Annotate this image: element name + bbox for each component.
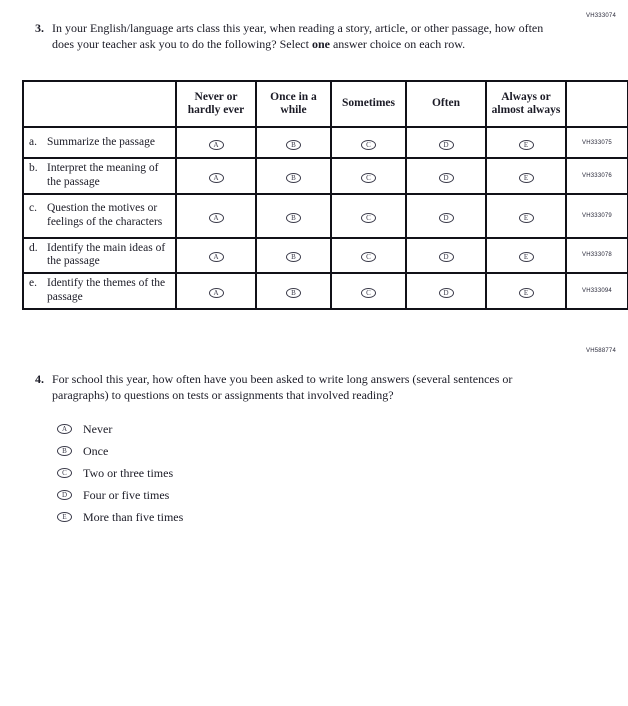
answer-bubble-a[interactable]: A [57,424,72,434]
option-label: Never [83,421,113,436]
cell-e-never [176,273,256,309]
answer-bubble-e[interactable]: E [519,173,534,183]
question-4 [35,371,540,403]
question-3-text-after: answer choice on each row. [329,37,466,52]
cell-d-often [406,238,486,274]
answer-bubble-e[interactable]: E [519,252,534,262]
table-corner-cell [23,81,176,127]
row-label-a [23,127,176,158]
cell-b-never [176,158,256,194]
cell-c-once [256,194,331,238]
answer-bubble-b[interactable]: B [286,213,301,223]
option-label: Once [83,443,109,458]
question-3 [35,20,557,52]
row-label-c [23,194,176,238]
answer-bubble-e[interactable]: E [519,288,534,298]
answer-bubble-d[interactable]: D [439,288,454,298]
option-label: Four or five times [83,487,170,502]
cell-a-once [256,127,331,158]
table-row-e [23,273,628,309]
answer-bubble-d[interactable]: D [439,173,454,183]
option-two-or-three-times[interactable] [57,462,183,484]
row-label-e [23,273,176,309]
option-label: More than five times [83,509,184,524]
question-3-accession-code: VH333074 [586,13,616,19]
answer-bubble-e[interactable]: E [57,512,72,522]
answer-bubble-a[interactable]: A [209,213,224,223]
cell-a-sometimes [331,127,406,158]
row-letter: a. [29,135,37,148]
question-4-options [57,418,183,528]
answer-bubble-b[interactable]: B [286,252,301,262]
row-letter: d. [29,241,38,254]
cell-b-sometimes [331,158,406,194]
column-header-never: Never or hardly ever [176,81,256,127]
row-b-accession-code: VH333076 [566,158,628,194]
row-c-accession-code: VH333079 [566,194,628,238]
row-e-accession-code: VH333094 [566,273,628,309]
table-header-row [23,81,628,127]
answer-bubble-c[interactable]: C [361,252,376,262]
option-four-or-five-times[interactable] [57,484,183,506]
table-row-d [23,238,628,274]
row-letter: e. [29,277,37,290]
cell-d-always [486,238,566,274]
cell-c-always [486,194,566,238]
row-d-accession-code: VH333078 [566,238,628,274]
cell-c-never [176,194,256,238]
cell-a-always [486,127,566,158]
answer-bubble-c[interactable]: C [361,213,376,223]
cell-d-sometimes [331,238,406,274]
answer-bubble-c[interactable]: C [361,288,376,298]
option-label: Two or three times [83,465,174,480]
answer-bubble-c[interactable]: C [361,173,376,183]
response-table [22,80,628,310]
row-letter: b. [29,162,38,174]
question-3-text [52,20,557,52]
question-3-number: 3. [35,21,44,35]
question-3-text-before: In your English/language arts class this year, when reading a story, article, or other passage, how often does your teacher ask you to do the following? Select [52,21,544,52]
cell-d-once [256,238,331,274]
table-row-c [23,194,628,238]
answer-bubble-d[interactable]: D [439,213,454,223]
question-4-number: 4. [35,372,44,386]
answer-bubble-a[interactable]: A [209,140,224,150]
question-3-bold-word: one [311,37,330,52]
cell-e-often [406,273,486,309]
cell-b-often [406,158,486,194]
answer-bubble-d[interactable]: D [439,140,454,150]
answer-bubble-e[interactable]: E [519,140,534,150]
cell-b-always [486,158,566,194]
answer-bubble-a[interactable]: A [209,173,224,183]
cell-b-once [256,158,331,194]
question-4-accession-code: VH588774 [586,348,616,354]
answer-bubble-b[interactable]: B [286,140,301,150]
answer-bubble-a[interactable]: A [209,252,224,262]
cell-c-often [406,194,486,238]
cell-e-always [486,273,566,309]
row-label-text: Identify the themes of the passage [47,277,166,303]
answer-bubble-c[interactable]: C [57,468,72,478]
row-label-text: Question the motives or feelings of the characters [47,201,163,228]
row-label-text: Summarize the passage [47,135,155,148]
answer-bubble-d[interactable]: D [439,252,454,262]
option-never[interactable] [57,418,183,440]
answer-bubble-b[interactable]: B [286,288,301,298]
cell-e-sometimes [331,273,406,309]
answer-bubble-c[interactable]: C [361,140,376,150]
row-letter: c. [29,201,37,214]
option-more-than-five-times[interactable] [57,506,183,528]
option-once[interactable] [57,440,183,462]
row-a-accession-code: VH333075 [566,127,628,158]
table-row-b [23,158,628,194]
question-4-text: For school this year, how often have you been asked to write long answers (several sentences or paragraphs) to questions on tests or assignments that involved reading? [52,372,513,403]
row-label-text: Identify the main ideas of the passage [47,241,166,268]
cell-a-often [406,127,486,158]
column-header-sometimes: Sometimes [331,81,406,127]
answer-bubble-e[interactable]: E [519,213,534,223]
row-label-b [23,158,176,194]
cell-c-sometimes [331,194,406,238]
cell-d-never [176,238,256,274]
answer-bubble-b[interactable]: B [286,173,301,183]
row-label-text: Interpret the meaning of the passage [47,162,159,188]
column-header-code [566,81,628,127]
answer-bubble-b[interactable]: B [57,446,72,456]
table-row-a [23,127,628,158]
column-header-always: Always or almost always [486,81,566,127]
cell-a-never [176,127,256,158]
answer-bubble-d[interactable]: D [57,490,72,500]
row-label-d [23,238,176,274]
column-header-often: Often [406,81,486,127]
column-header-once-in-a-while: Once in a while [256,81,331,127]
answer-bubble-a[interactable]: A [209,288,224,298]
cell-e-once [256,273,331,309]
